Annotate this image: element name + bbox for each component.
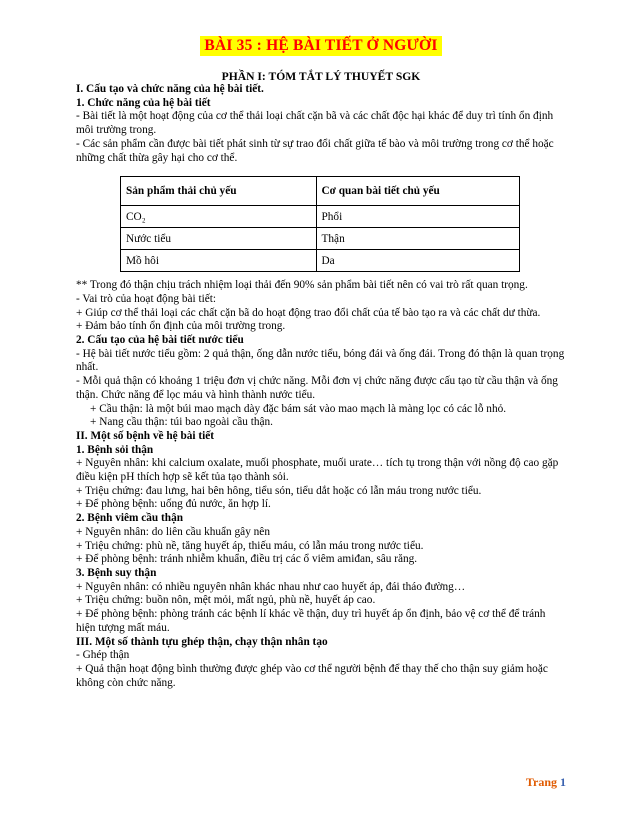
table-cell: Thận	[316, 228, 520, 250]
table-header-product: Sản phẩm thải chủ yếu	[121, 177, 317, 206]
subsection-heading-1-2: 2. Cấu tạo của hệ bài tiết nước tiểu	[76, 334, 244, 347]
paragraph: - Hệ bài tiết nước tiểu gồm: 2 quả thận, ống dẫn nước tiểu, bóng đái và ống đái. Trong đó thận là quan trọng nhất.	[76, 347, 565, 374]
section-heading-2: II. Một số bệnh về hệ bài tiết	[76, 429, 215, 442]
table-cell: Da	[316, 250, 520, 272]
section-heading-1: I. Cấu tạo và chức năng của hệ bài tiết.	[76, 83, 264, 95]
paragraph: + Quả thận hoạt động bình thường được ghép vào cơ thể người bệnh để thay thế cho thận suy giảm hoặc không còn chức năng.	[76, 662, 548, 689]
table-row	[121, 206, 520, 228]
document-page	[76, 36, 566, 690]
page-title: BÀI 35 : HỆ BÀI TIẾT Ở NGƯỜI	[200, 36, 441, 56]
table-cell: Phổi	[316, 206, 520, 228]
paragraph: + Nang cầu thận: túi bao ngoài cầu thận.	[90, 416, 273, 429]
table-cell: CO₂	[121, 206, 317, 228]
paragraph: ** Trong đó thận chịu trách nhiệm loại thải đến 90% sản phẩm bài tiết nên có vai trò rất quan trọng.	[76, 279, 528, 292]
table-cell: Mồ hôi	[121, 250, 317, 272]
paragraph: + Triệu chứng: đau lưng, hai bên hông, tiểu són, tiểu dắt hoặc có lẫn máu trong nước tiểu.	[76, 484, 482, 497]
paragraph: - Ghép thận	[76, 649, 130, 662]
paragraph: + Giúp cơ thể thải loại các chất cặn bã do hoạt động trao đổi chất của tế bào tạo ra và các chất dư thừa.	[76, 306, 541, 319]
paragraph: + Để phòng bệnh: phòng tránh các bệnh lí khác về thận, duy trì huyết áp ổn định, bảo vệ cơ thể để tránh hiện tượng mất máu.	[76, 608, 546, 634]
subsection-heading-1-1: 1. Chức năng của hệ bài tiết	[76, 96, 211, 109]
paragraph: + Nguyên nhân: do liên cầu khuẩn gây nên	[76, 525, 270, 538]
paragraph: + Đảm bảo tính ổn định của môi trường trong.	[76, 320, 286, 333]
paragraph: + Để phòng bệnh: uống đủ nước, ăn hợp lí.	[76, 498, 271, 511]
excretion-table	[120, 176, 520, 272]
paragraph: - Các sản phẩm cần được bài tiết phát sinh từ sự trao đổi chất giữa tế bào và môi trường trong cơ thể hoặc những chất thừa gây hại cho cơ thể.	[76, 137, 554, 164]
paragraph: + Nguyên nhân: có nhiều nguyên nhân khác nhau như cao huyết áp, đái tháo đường…	[76, 580, 466, 593]
paragraph: + Để phòng bệnh: tránh nhiễm khuẩn, điều trị các ổ viêm amiđan, sâu răng.	[76, 553, 418, 566]
subsection-heading-2-3: 3. Bệnh suy thận	[76, 566, 157, 579]
part-heading: PHẦN I: TÓM TẮT LÝ THUYẾT SGK	[221, 70, 421, 83]
table-row	[121, 228, 520, 250]
paragraph: - Bài tiết là một hoạt động của cơ thể thải loại chất cặn bã và các chất độc hại khác để duy trì tính ổn định môi trường trong.	[76, 110, 554, 137]
page-footer	[526, 775, 566, 790]
page-number: 1	[560, 775, 566, 789]
subsection-heading-2-2: 2. Bệnh viêm cầu thận	[76, 512, 184, 525]
paragraph: + Triệu chứng: phù nề, tăng huyết áp, thiếu máu, có lẫn máu trong nước tiểu.	[76, 539, 424, 552]
paragraph: + Triệu chứng: buồn nôn, mệt mỏi, mất ngủ, phù nề, huyết áp cao.	[76, 594, 376, 607]
section-heading-3: III. Một số thành tựu ghép thận, chạy thận nhân tạo	[76, 635, 328, 648]
paragraph: - Mỗi quả thận có khoảng 1 triệu đơn vị chức năng. Mỗi đơn vị chức năng được cấu tạo từ cầu thận và ống thận. Chức năng để lọc máu và hình thành nước tiểu.	[76, 375, 558, 401]
table-header-organ: Cơ quan bài tiết chủ yếu	[316, 177, 520, 206]
paragraph: - Vai trò của hoạt động bài tiết:	[76, 292, 217, 305]
table-cell: Nước tiểu	[121, 228, 317, 250]
paragraph: + Nguyên nhân: khi calcium oxalate, muối phosphate, muối urate… tích tụ trong thận với nồng độ cao gặp điều kiện pH thích hợp sẽ kết tủa tạo thành sỏi.	[76, 457, 559, 484]
subsection-heading-2-1: 1. Bệnh sỏi thận	[76, 443, 154, 456]
page-label: Trang	[525, 775, 557, 789]
table-row	[121, 250, 520, 272]
table-header-row	[121, 177, 520, 206]
paragraph: + Cầu thận: là một búi mao mạch dày đặc bám sát vào mao mạch là màng lọc có các lỗ nhỏ.	[90, 402, 507, 415]
